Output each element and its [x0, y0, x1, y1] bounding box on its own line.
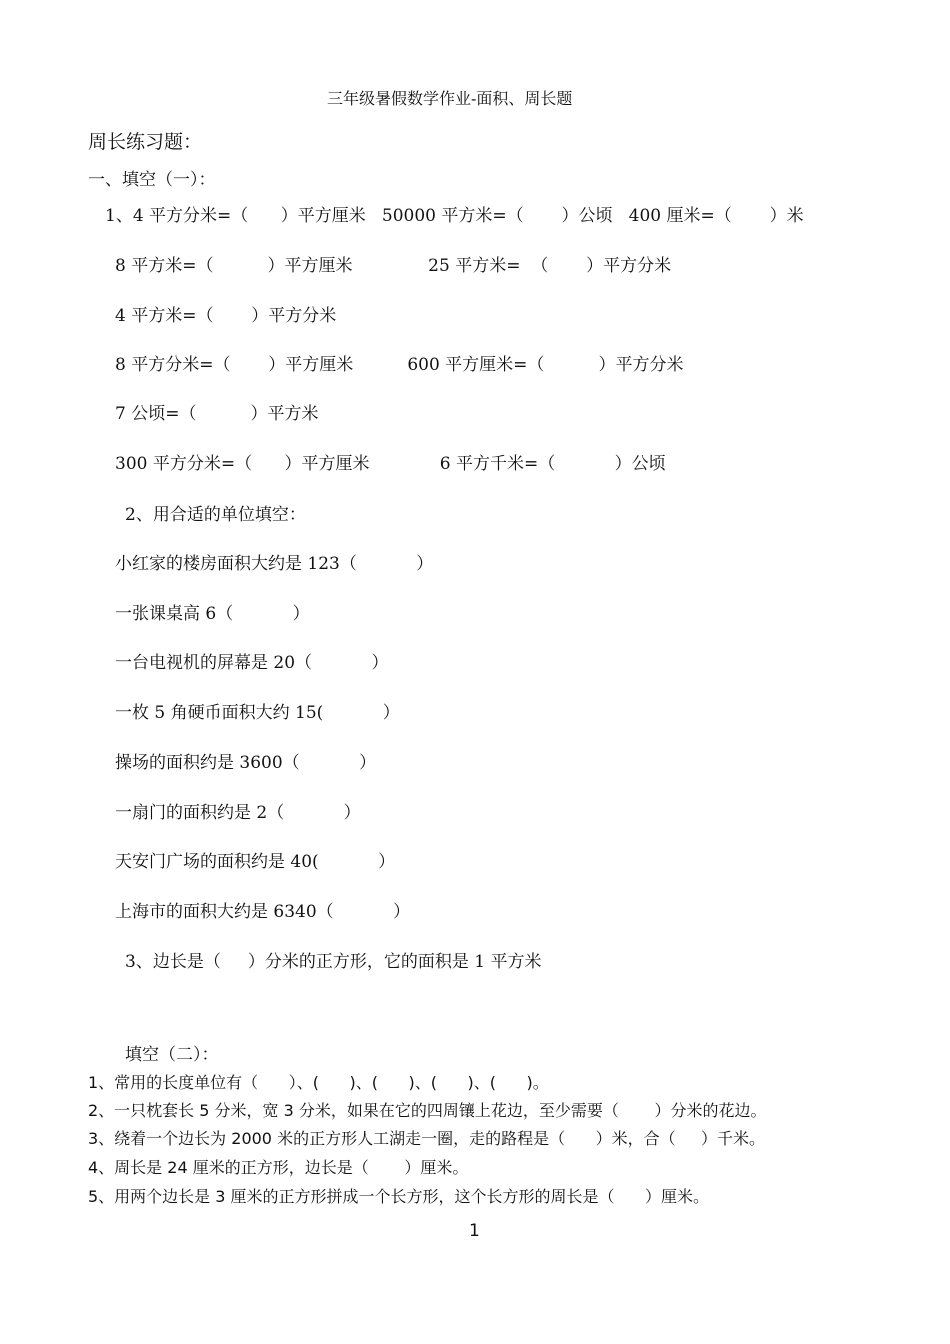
q3-line: 3、边长是（ ）分米的正方形，它的面积是 1 平方米	[125, 952, 542, 972]
section2-line: 4、周长是 24 厘米的正方形，边长是（ ）厘米。	[88, 1158, 469, 1177]
q2-line: 小红家的楼房面积大约是 123（ ）	[115, 554, 434, 574]
q2-line: 一扇门的面积约是 2（ ）	[115, 803, 361, 823]
document-title: 三年级暑假数学作业-面积、周长题	[327, 89, 573, 108]
q2-label: 2、用合适的单位填空：	[125, 505, 306, 525]
q1-line: 4 平方米=（ ）平方分米	[115, 306, 337, 326]
section-label-fill-1: 一、填空（一）：	[88, 170, 216, 190]
q1-line: 8 平方分米=（ ）平方厘米 600 平方厘米=（ ）平方分米	[115, 355, 684, 375]
q2-line: 一张课桌高 6（ ）	[115, 604, 310, 624]
section2-line: 2、一只枕套长 5 分米，宽 3 分米，如果在它的四周镶上花边，至少需要（ ）分米的花边。	[88, 1101, 767, 1120]
section-heading: 周长练习题：	[88, 131, 203, 153]
q1-line: 1、4 平方分米=（ ）平方厘米 50000 平方米=（ ）公顷 400 厘米=（ ）米	[105, 206, 804, 226]
section2-line: 5、用两个边长是 3 厘米的正方形拼成一个长方形，这个长方形的周长是（ ）厘米。	[88, 1187, 710, 1206]
q2-line: 一台电视机的屏幕是 20（ ）	[115, 653, 389, 673]
q2-line: 操场的面积约是 3600（ ）	[115, 753, 377, 773]
q1-line: 7 公顷=（ ）平方米	[115, 404, 319, 424]
q2-line: 天安门广场的面积约是 40( ）	[115, 852, 396, 872]
q1-line: 300 平方分米=（ ）平方厘米 6 平方千米=（ ）公顷	[115, 454, 666, 474]
q2-line: 上海市的面积大约是 6340（ ）	[115, 902, 411, 922]
section2-line: 1、常用的长度单位有（ ）、( )、( )、( )、( )。	[88, 1073, 549, 1092]
section2-line: 3、绕着一个边长为 2000 米的正方形人工湖走一圈，走的路程是（ ）米，合（ ）千米。	[88, 1129, 766, 1148]
q2-line: 一枚 5 角硬币面积大约 15( ）	[115, 703, 400, 723]
q1-line: 8 平方米=（ ）平方厘米 25 平方米= （ ）平方分米	[115, 256, 672, 276]
section-label-fill-2: 填空（二）：	[125, 1045, 219, 1065]
page-number: 1	[469, 1221, 480, 1241]
